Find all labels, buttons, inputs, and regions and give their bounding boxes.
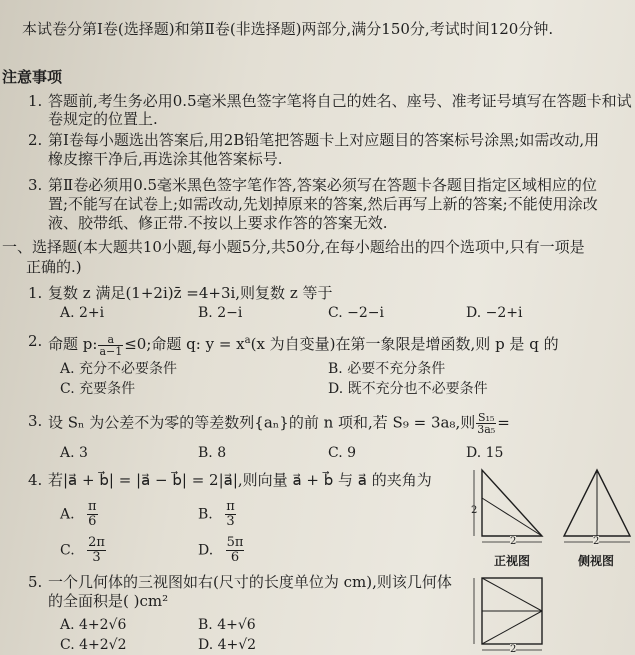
- q4-option-c: [60, 536, 107, 565]
- q5-option-c: C. 4+2√2: [60, 637, 127, 653]
- q3-option-d: D. 15: [466, 445, 504, 461]
- side-view-caption: 侧视图: [578, 554, 615, 568]
- q2-stem-end: (x 为自变量)在第一象限是增函数,则 p 是 q 的: [250, 335, 559, 353]
- q1-option-c: C. −2−i: [328, 305, 384, 321]
- q2-stem-mid: ≤0;命题 q: y = x: [124, 335, 245, 353]
- exam-intro: 本试卷分第Ⅰ卷(选择题)和第Ⅱ卷(非选择题)两部分,满分150分,考试时间120分钟.: [22, 20, 554, 38]
- front-height-label: 2: [471, 505, 478, 516]
- q4-num: 4.: [28, 471, 43, 489]
- q1-option-a: A. 2+i: [60, 305, 105, 321]
- q1-stem: 复数 z 满足(1+2i)z̄ =4+3i,则复数 z 等于: [48, 284, 333, 302]
- q4-b-num: π: [226, 499, 235, 514]
- q4-a-num: π: [88, 499, 97, 514]
- q4-option-a: [60, 500, 99, 529]
- q5-stem-line-2: 的全面积是( )cm²: [48, 592, 169, 610]
- q5-option-a: A. 4+2√6: [60, 617, 127, 633]
- top-view-edge-2: [482, 611, 542, 644]
- top-width-label: 2: [510, 644, 517, 655]
- q4-option-d: [198, 536, 245, 565]
- q4-option-d-label: D.: [198, 542, 214, 559]
- q5-option-b: B. 4+√6: [198, 617, 256, 633]
- q5-stem-line-1: 一个几何体的三视图如右(尺寸的长度单位为 cm),则该几何体: [48, 573, 452, 591]
- q4-option-c-label: C.: [60, 542, 75, 559]
- q2-option-a: A. 充分不必要条件: [60, 361, 178, 377]
- q4-b-den: 3: [226, 514, 235, 529]
- q4-c-num: 2π: [88, 535, 105, 550]
- q4-d-num: 5π: [226, 535, 244, 550]
- side-view-figure: [560, 462, 634, 546]
- q5-num: 5.: [28, 573, 43, 591]
- q1-option-b: B. 2−i: [198, 305, 243, 321]
- q3-frac-num: S₁₅: [478, 411, 495, 424]
- q2-option-b: B. 必要不充分条件: [328, 361, 446, 377]
- q2-frac-num: a: [98, 334, 123, 346]
- q4-option-a-frac: [87, 500, 98, 529]
- front-view-caption: 正视图: [494, 554, 531, 568]
- front-width-label: 2: [510, 536, 517, 547]
- note-3-line-3: 液、胶带纸、修正带.不按以上要求作答的答案无效.: [48, 214, 388, 232]
- top-view-figure: [470, 574, 560, 655]
- q4-option-b-label: B.: [198, 506, 213, 523]
- q2-option-c: C. 充要条件: [60, 381, 136, 397]
- section-1-heading: 一、选择题(本大题共10小题,每小题5分,共50分,在每小题给出的四个选项中,只有一项是: [2, 238, 585, 256]
- front-view-triangle: [482, 470, 542, 536]
- note-2-line-1: 第Ⅰ卷每小题选出答案后,用2B铅笔把答题卡上对应题目的答案标号涂黑;如需改动,用: [48, 131, 600, 149]
- q2-frac-den: a−1: [99, 344, 123, 358]
- q4-option-b-frac: [225, 500, 236, 529]
- q2-exponent: a: [244, 335, 251, 346]
- q2-num: 2.: [28, 332, 43, 350]
- note-3-line-2: 置;不能写在试卷上;如需改动,先划掉原来的答案,然后再写上新的答案;不能使用涂改: [48, 195, 598, 213]
- q4-stem: 若|a⃗ + b⃗| = |a⃗ − b⃗| = 2|a⃗|,则向量 a⃗ + b⃗ 与 a⃗ 的夹角为: [48, 471, 432, 489]
- q3-stem-text: 设 Sₙ 为公差不为零的等差数列{aₙ}的前 n 项和,若 S₉ = 3a₈,则: [48, 413, 476, 432]
- q3-option-a: A. 3: [60, 445, 88, 461]
- q1-num: 1.: [28, 284, 43, 302]
- q4-option-d-frac: [226, 536, 245, 565]
- q2-fraction: [98, 334, 123, 357]
- side-width-label: 2: [593, 536, 600, 547]
- q3-stem: [48, 412, 510, 435]
- q3-option-b: B. 8: [198, 445, 227, 461]
- note-1-num: 1.: [28, 92, 43, 110]
- q4-option-a-label: A.: [60, 506, 75, 523]
- note-3-num: 3.: [28, 176, 43, 194]
- section-1-heading-2: 正确的.): [26, 258, 82, 276]
- q2-stem-pre: 命题 p:: [48, 335, 98, 353]
- note-1-line-1: 答题前,考生务必用0.5毫米黑色签字笔将自己的姓名、座号、准考证号填写在答题卡和试: [48, 92, 632, 110]
- q3-num: 3.: [28, 412, 43, 430]
- q3-frac-den: 3a₅: [477, 423, 496, 436]
- q3-stem-tail: =: [497, 413, 510, 432]
- q3-option-c: C. 9: [328, 445, 357, 461]
- note-2-num: 2.: [28, 131, 43, 149]
- q1-option-d: D. −2+i: [466, 305, 523, 321]
- q2-stem: [48, 332, 559, 357]
- note-2-line-2: 橡皮擦干净后,再选涂其他答案标号.: [48, 150, 283, 168]
- note-3-line-1: 第Ⅱ卷必须用0.5毫米黑色签字笔作答,答案必须写在答题卡各题目指定区域相应的位: [48, 176, 597, 194]
- front-view-figure: [470, 462, 552, 546]
- q4-option-b: [198, 500, 237, 529]
- note-1-line-2: 卷规定的位置上.: [48, 110, 158, 128]
- q2-option-d: D. 既不充分也不必要条件: [328, 381, 488, 397]
- q4-a-den: 6: [88, 514, 97, 529]
- q4-option-c-frac: [87, 536, 106, 565]
- q4-c-den: 3: [92, 550, 101, 565]
- top-view-edge-1: [482, 578, 542, 611]
- q4-d-den: 6: [230, 550, 240, 565]
- q5-option-d: D. 4+√2: [198, 637, 257, 653]
- q3-fraction: [476, 412, 496, 435]
- notes-title: 注意事项: [2, 68, 63, 86]
